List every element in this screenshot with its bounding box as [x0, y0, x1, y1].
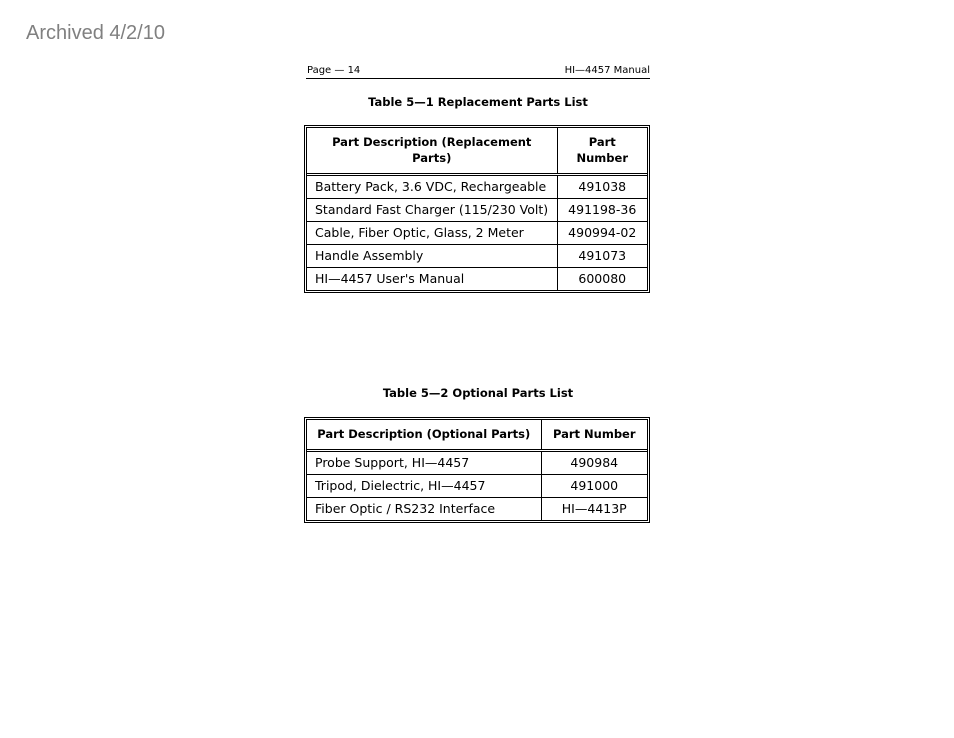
part-number: 491198-36: [557, 198, 647, 221]
replacement-parts-table: [304, 125, 650, 293]
table2-caption: Table 5—2 Optional Parts List: [382, 386, 574, 400]
part-number: 491038: [557, 174, 647, 198]
part-description: Probe Support, HI—4457: [307, 450, 541, 474]
column-header-description: Part Description (Optional Parts): [307, 420, 541, 450]
table-row: [307, 174, 647, 198]
part-description: Standard Fast Charger (115/230 Volt): [307, 198, 557, 221]
page-header: [306, 65, 650, 79]
table-row: [307, 244, 647, 267]
part-description: Handle Assembly: [307, 244, 557, 267]
table-row: [307, 474, 647, 497]
archived-watermark: Archived 4/2/10: [26, 22, 165, 44]
part-description: HI—4457 User's Manual: [307, 267, 557, 290]
part-description: Battery Pack, 3.6 VDC, Rechargeable: [307, 174, 557, 198]
table1-caption: Table 5—1 Replacement Parts List: [368, 95, 588, 109]
table-row: [307, 450, 647, 474]
page-number: Page — 14: [307, 65, 361, 76]
table-row: [307, 198, 647, 221]
part-description: Fiber Optic / RS232 Interface: [307, 497, 541, 520]
part-number: HI—4413P: [541, 497, 647, 520]
table-row: [307, 221, 647, 244]
manual-title: HI—4457 Manual: [564, 65, 650, 76]
column-header-part-number: Part Number: [541, 420, 647, 450]
optional-parts-table: [304, 417, 650, 523]
table-row: [307, 267, 647, 290]
part-number: 490984: [541, 450, 647, 474]
part-description: Cable, Fiber Optic, Glass, 2 Meter: [307, 221, 557, 244]
column-header-part-number: Part Number: [557, 128, 647, 174]
column-header-description: Part Description (Replacement Parts): [307, 128, 557, 174]
part-number: 600080: [557, 267, 647, 290]
part-number: 490994-02: [557, 221, 647, 244]
part-number: 491000: [541, 474, 647, 497]
part-description: Tripod, Dielectric, HI—4457: [307, 474, 541, 497]
table-row: [307, 497, 647, 520]
part-number: 491073: [557, 244, 647, 267]
